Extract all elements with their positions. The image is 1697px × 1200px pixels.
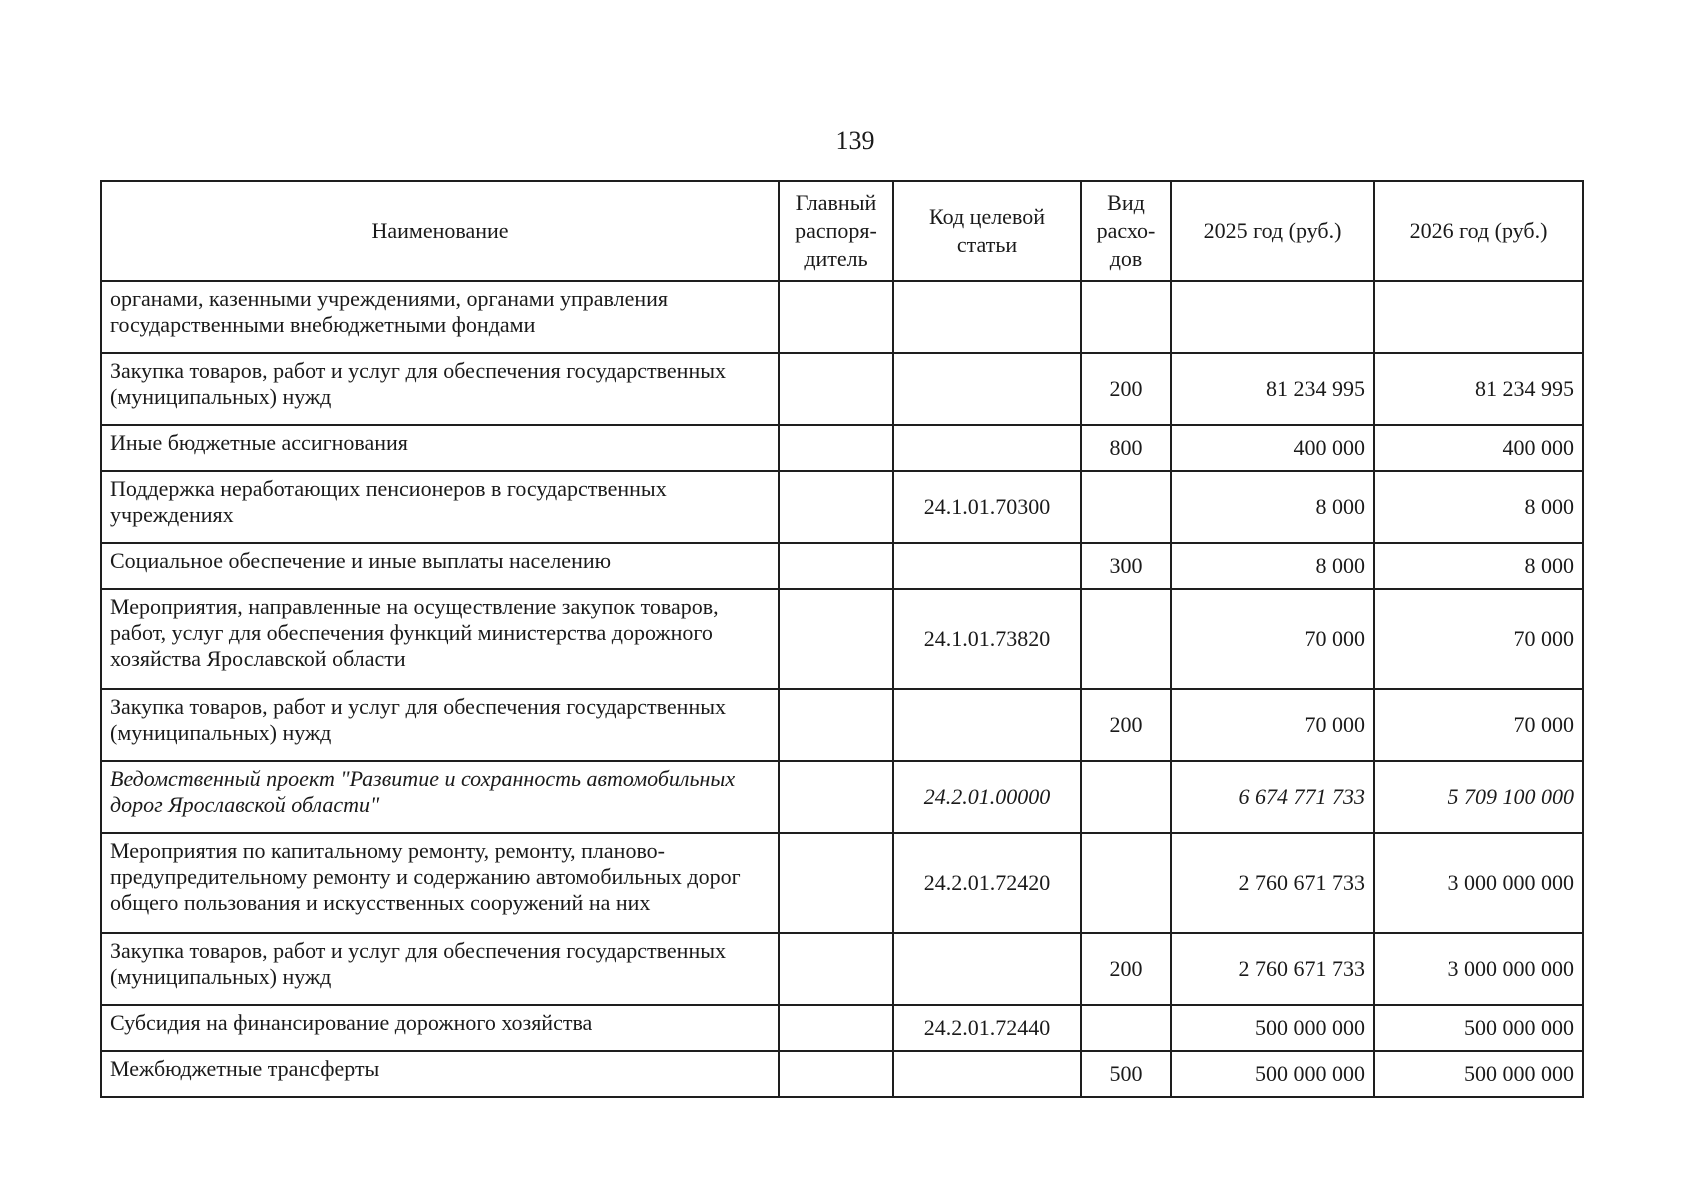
cell-code: [893, 933, 1081, 1005]
cell-2026: 5 709 100 000: [1374, 761, 1583, 833]
header-2026: 2026 год (руб.): [1374, 181, 1583, 281]
cell-code: 24.1.01.73820: [893, 589, 1081, 689]
page-number: 139: [835, 126, 875, 155]
cell-code: [893, 1051, 1081, 1097]
cell-admin: [779, 761, 893, 833]
table-row-project: [101, 761, 1583, 833]
cell-admin: [779, 1005, 893, 1051]
cell-type: 300: [1081, 543, 1171, 589]
cell-name: Поддержка неработающих пенсионеров в государственных учреждениях: [101, 471, 779, 543]
cell-code: [893, 281, 1081, 353]
cell-name: Иные бюджетные ассигнования: [101, 425, 779, 471]
cell-2025: 6 674 771 733: [1171, 761, 1374, 833]
header-admin: Главный распоря-дитель: [779, 181, 893, 281]
cell-code: [893, 689, 1081, 761]
cell-name: Мероприятия по капитальному ремонту, ремонту, планово-предупредительному ремонту и содержанию автомобильных дорог общего пользования и искусственных сооружений на них: [101, 833, 779, 933]
cell-code: [893, 353, 1081, 425]
cell-admin: [779, 589, 893, 689]
cell-2026: 8 000: [1374, 543, 1583, 589]
cell-type: [1081, 833, 1171, 933]
cell-code: 24.2.01.72440: [893, 1005, 1081, 1051]
cell-admin: [779, 425, 893, 471]
cell-name: Ведомственный проект "Развитие и сохранность автомобильных дорог Ярославской области": [101, 761, 779, 833]
header-name: Наименование: [101, 181, 779, 281]
cell-2026: 400 000: [1374, 425, 1583, 471]
table-row: [101, 1051, 1583, 1097]
cell-2025: 400 000: [1171, 425, 1374, 471]
cell-name: Закупка товаров, работ и услуг для обеспечения государственных (муниципальных) нужд: [101, 933, 779, 1005]
table-row: [101, 589, 1583, 689]
cell-code: 24.1.01.70300: [893, 471, 1081, 543]
cell-name: Закупка товаров, работ и услуг для обеспечения государственных (муниципальных) нужд: [101, 353, 779, 425]
cell-2026: 70 000: [1374, 689, 1583, 761]
table-row: [101, 833, 1583, 933]
cell-name: Субсидия на финансирование дорожного хозяйства: [101, 1005, 779, 1051]
cell-2025: 70 000: [1171, 589, 1374, 689]
cell-code: 24.2.01.72420: [893, 833, 1081, 933]
cell-2026: 81 234 995: [1374, 353, 1583, 425]
cell-admin: [779, 1051, 893, 1097]
cell-name: органами, казенными учреждениями, органами управления государственными внебюджетными фондами: [101, 281, 779, 353]
cell-name: Закупка товаров, работ и услуг для обеспечения государственных (муниципальных) нужд: [101, 689, 779, 761]
cell-2025: 500 000 000: [1171, 1051, 1374, 1097]
cell-admin: [779, 933, 893, 1005]
cell-type: 200: [1081, 933, 1171, 1005]
cell-2025: [1171, 281, 1374, 353]
table-row: [101, 543, 1583, 589]
cell-type: [1081, 589, 1171, 689]
cell-type: [1081, 281, 1171, 353]
cell-name: Социальное обеспечение и иные выплаты населению: [101, 543, 779, 589]
cell-2025: 8 000: [1171, 543, 1374, 589]
cell-2026: 3 000 000 000: [1374, 933, 1583, 1005]
header-type: Вид расхо-дов: [1081, 181, 1171, 281]
cell-admin: [779, 353, 893, 425]
cell-2026: 70 000: [1374, 589, 1583, 689]
cell-admin: [779, 281, 893, 353]
table-header-row: [101, 181, 1583, 281]
cell-type: 200: [1081, 689, 1171, 761]
table-row: [101, 933, 1583, 1005]
cell-type: 200: [1081, 353, 1171, 425]
cell-2025: 2 760 671 733: [1171, 933, 1374, 1005]
cell-admin: [779, 833, 893, 933]
table-row: [101, 281, 1583, 353]
cell-2025: 70 000: [1171, 689, 1374, 761]
cell-2026: [1374, 281, 1583, 353]
cell-code: [893, 425, 1081, 471]
cell-2026: 500 000 000: [1374, 1005, 1583, 1051]
cell-2026: 3 000 000 000: [1374, 833, 1583, 933]
cell-admin: [779, 689, 893, 761]
cell-admin: [779, 471, 893, 543]
table-row: [101, 353, 1583, 425]
budget-table: [100, 180, 1584, 1098]
table-row: [101, 689, 1583, 761]
header-2025: 2025 год (руб.): [1171, 181, 1374, 281]
cell-2025: 500 000 000: [1171, 1005, 1374, 1051]
header-code: Код целевой статьи: [893, 181, 1081, 281]
cell-code: 24.2.01.00000: [893, 761, 1081, 833]
table-row: [101, 471, 1583, 543]
cell-2026: 8 000: [1374, 471, 1583, 543]
cell-2026: 500 000 000: [1374, 1051, 1583, 1097]
cell-type: 500: [1081, 1051, 1171, 1097]
cell-name: Мероприятия, направленные на осуществление закупок товаров, работ, услуг для обеспечения функций министерства дорожного хозяйства Ярославской области: [101, 589, 779, 689]
cell-type: 800: [1081, 425, 1171, 471]
cell-admin: [779, 543, 893, 589]
cell-code: [893, 543, 1081, 589]
cell-type: [1081, 761, 1171, 833]
cell-2025: 2 760 671 733: [1171, 833, 1374, 933]
cell-name: Межбюджетные трансферты: [101, 1051, 779, 1097]
cell-2025: 81 234 995: [1171, 353, 1374, 425]
table-row: [101, 425, 1583, 471]
cell-type: [1081, 1005, 1171, 1051]
cell-type: [1081, 471, 1171, 543]
table-row: [101, 1005, 1583, 1051]
cell-2025: 8 000: [1171, 471, 1374, 543]
